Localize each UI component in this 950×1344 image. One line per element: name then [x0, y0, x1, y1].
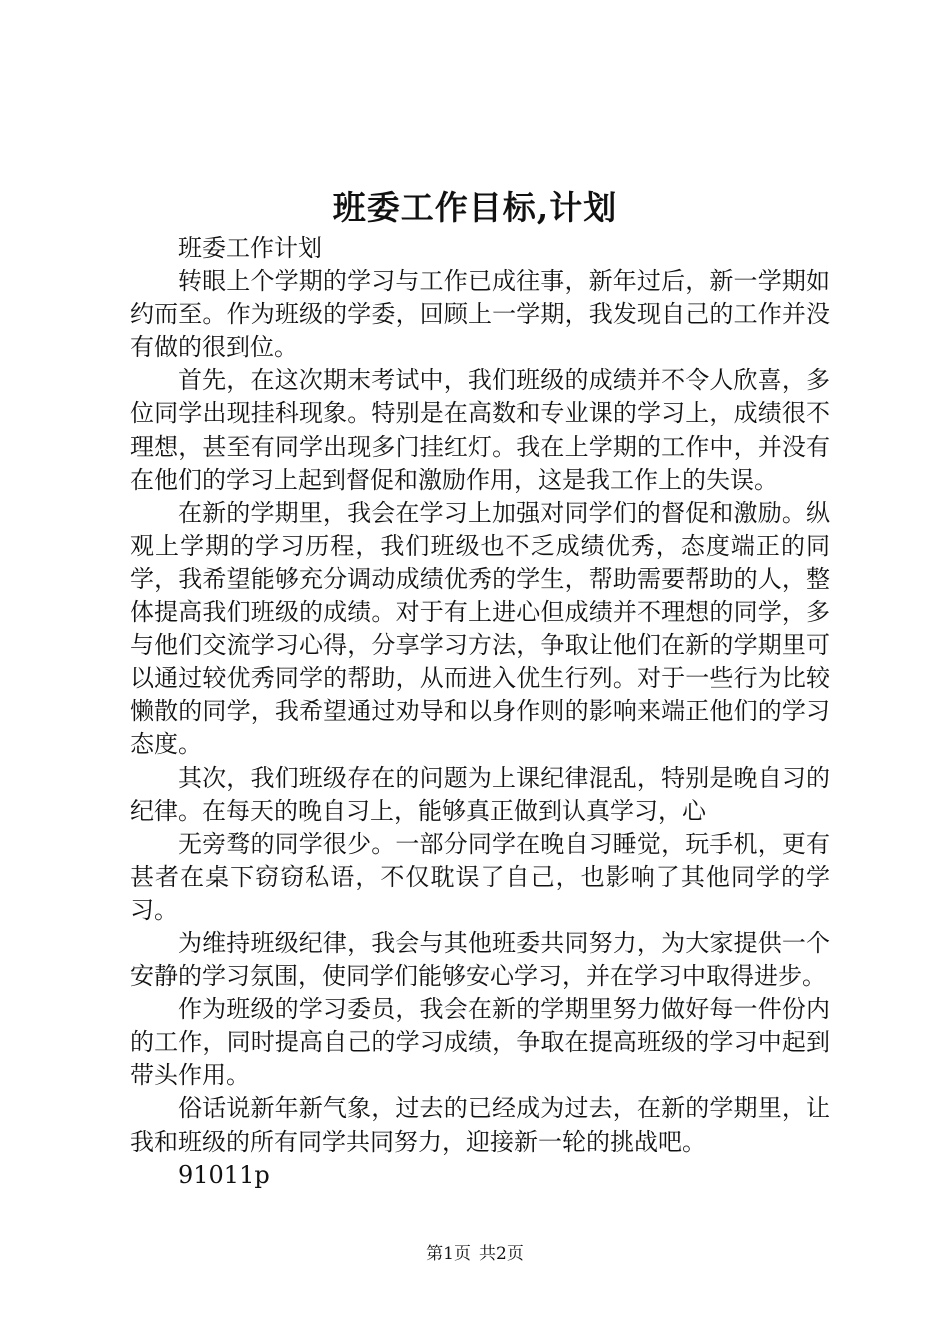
page-number: 第1页 [426, 1244, 471, 1264]
paragraph-code: 91011p [178, 1160, 270, 1189]
paragraph: 无旁骛的同学很少。一部分同学在晚自习睡觉，玩手机，更有甚者在桌下窃窃私语，不仅耽误了自己，也影响了其他同学的学习。 [130, 829, 830, 924]
paragraph: 俗话说新年新气象，过去的已经成为过去，在新的学期里，让我和班级的所有同学共同努力，迎接新一轮的挑战吧。 [130, 1094, 830, 1156]
paragraph: 其次，我们班级存在的问题为上课纪律混乱，特别是晚自习的纪律。在每天的晚自习上，能够真正做到认真学习，心 [130, 763, 830, 825]
paragraph: 在新的学期里，我会在学习上加强对同学们的督促和激励。纵观上学期的学习历程，我们班级也不乏成绩优秀，态度端正的同学，我希望能够充分调动成绩优秀的学生，帮助需要帮助的人，整体提高我们班级的成绩。对于有上进心但成绩并不理想的同学，多与他们交流学习心得，分享学习方法，争取让他们在新的学期里可以通过较优秀同学的帮助，从而进入优生行列。对于一些行为比较懒散的同学，我希望通过劝导和以身作则的影响来端正他们的学习态度。 [130, 498, 830, 759]
document-body [130, 232, 830, 1192]
paragraph-heading: 班委工作计划 [178, 234, 322, 262]
page-total: 共2页 [479, 1244, 524, 1264]
paragraph: 作为班级的学习委员，我会在新的学期里努力做好每一件份内的工作，同时提高自己的学习成绩，争取在提高班级的学习中起到带头作用。 [130, 995, 830, 1090]
paragraph: 转眼上个学期的学习与工作已成往事，新年过后，新一学期如约而至。作为班级的学委，回顾上一学期，我发现自己的工作并没有做的很到位。 [130, 267, 830, 362]
page-footer [0, 1242, 950, 1266]
paragraph: 为维持班级纪律，我会与其他班委共同努力，为大家提供一个安静的学习氛围，使同学们能够安心学习，并在学习中取得进步。 [130, 928, 830, 991]
document-title: 班委工作目标,计划 [332, 188, 618, 227]
paragraph: 首先，在这次期末考试中，我们班级的成绩并不令人欣喜，多位同学出现挂科现象。特别是在高数和专业课的学习上，成绩很不理想，甚至有同学出现多门挂红灯。我在上学期的工作中，并没有在他们的学习上起到督促和激励作用，这是我工作上的失误。 [130, 366, 830, 494]
